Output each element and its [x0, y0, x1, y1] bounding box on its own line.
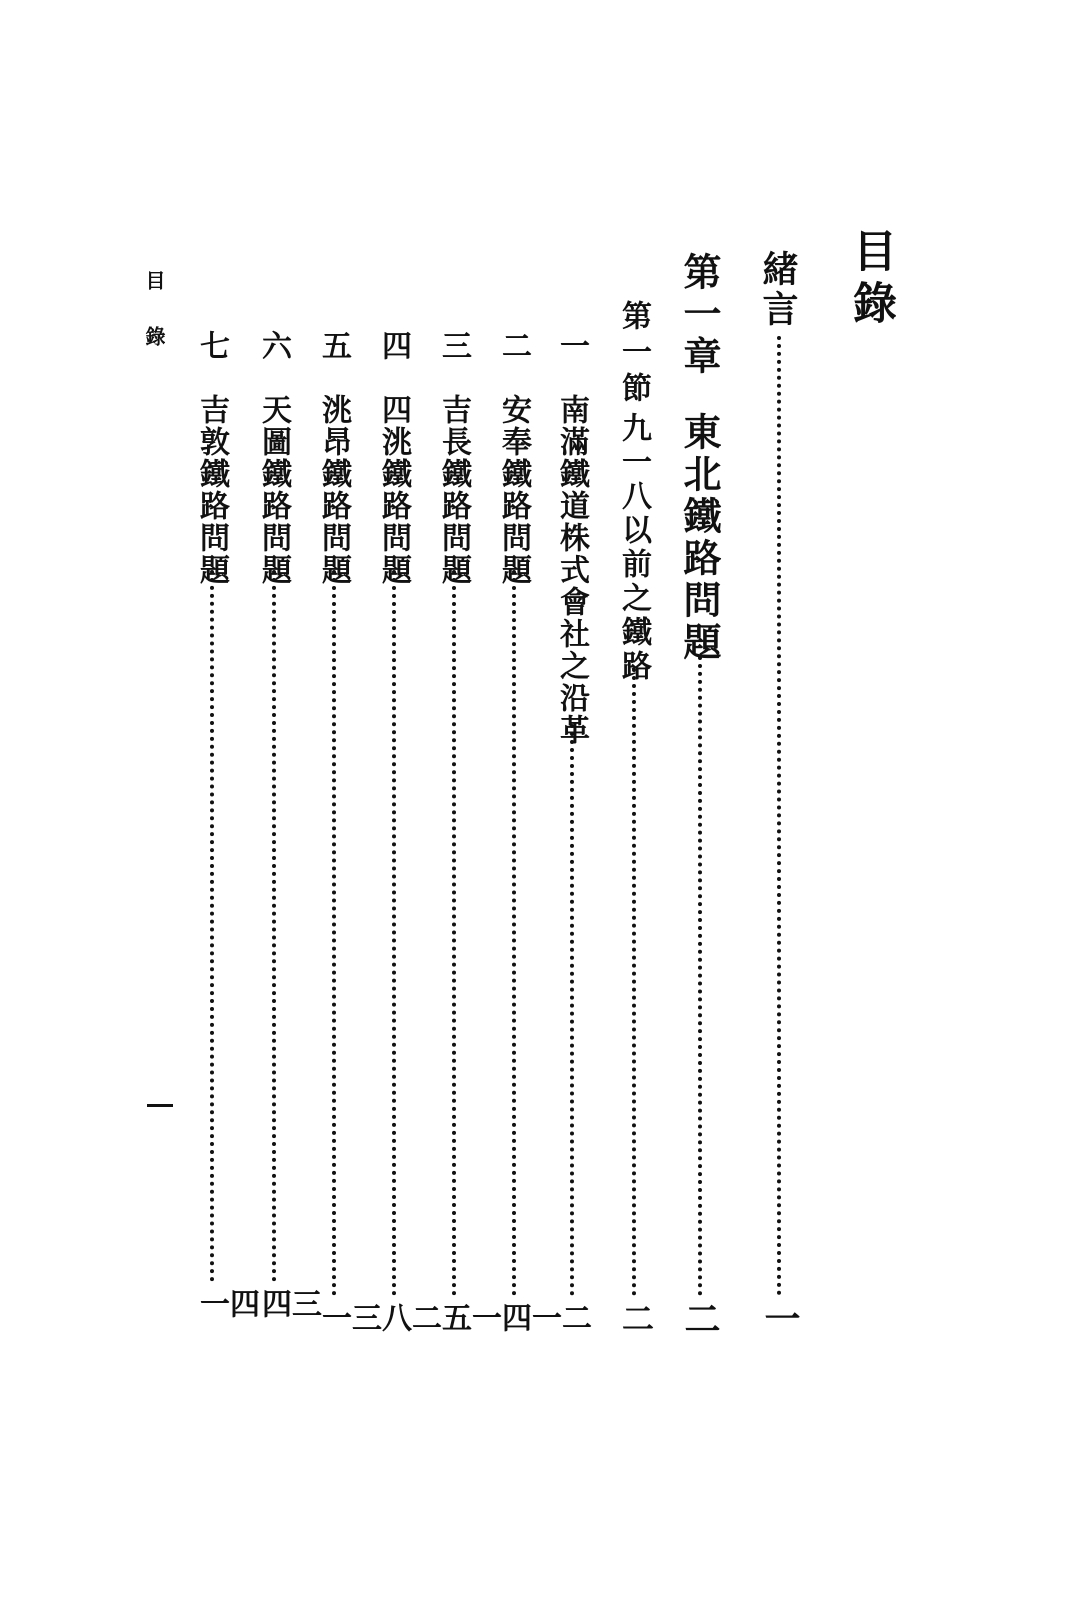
page-number: 三四: [256, 1288, 321, 1318]
page-number: 二八: [376, 1302, 441, 1332]
toc-title: 目錄: [845, 228, 896, 332]
dot-leader: [777, 336, 781, 1296]
entry-title: 安奉鐵路問題: [496, 394, 531, 586]
page-number: 三一: [316, 1302, 381, 1332]
page-number: 一: [759, 1300, 801, 1336]
dot-leader: [698, 656, 702, 1296]
entry-title: 吉敦鐵路問題: [194, 394, 229, 586]
page-number: 二: [679, 1300, 721, 1336]
dot-leader: [272, 570, 276, 1282]
dot-leader: [570, 724, 574, 1296]
dot-leader: [512, 570, 516, 1296]
page-number: 四一: [194, 1288, 259, 1318]
entry-title: 吉長鐵路問題: [436, 394, 471, 586]
dot-leader: [632, 668, 636, 1296]
entry-number: 四: [376, 330, 411, 360]
entry-number: 六: [256, 330, 291, 360]
entry-label: 第一章: [677, 252, 722, 378]
page-number: 一五: [436, 1302, 501, 1332]
entry-title: 洮昂鐵路問題: [316, 394, 351, 586]
entry-title: 四洮鐵路問題: [376, 394, 411, 586]
page-number: 二: [617, 1302, 655, 1334]
dot-leader: [392, 570, 396, 1296]
entry-title: 緒言: [757, 250, 799, 330]
entry-title: 東北鐵路問題: [677, 412, 722, 664]
entry-title: 南滿鐵道株式會社之沿革: [554, 394, 589, 746]
page-number: 一四: [496, 1302, 561, 1332]
folio-page-number: [147, 1104, 173, 1107]
entry-title: 天圖鐵路問題: [256, 394, 291, 586]
entry-number: 二: [496, 330, 531, 360]
dot-leader: [210, 570, 214, 1282]
dot-leader: [452, 570, 456, 1296]
dot-leader: [332, 570, 336, 1296]
page-number: 二: [556, 1302, 591, 1332]
entry-number: 五: [316, 330, 351, 360]
entry-number: 一: [554, 330, 589, 360]
entry-number: 七: [194, 330, 229, 360]
entry-label: 第一節: [616, 300, 651, 408]
running-header: 目錄: [142, 270, 166, 382]
entry-title: 九一八以前之鐵路: [616, 412, 651, 684]
entry-number: 三: [436, 330, 471, 360]
